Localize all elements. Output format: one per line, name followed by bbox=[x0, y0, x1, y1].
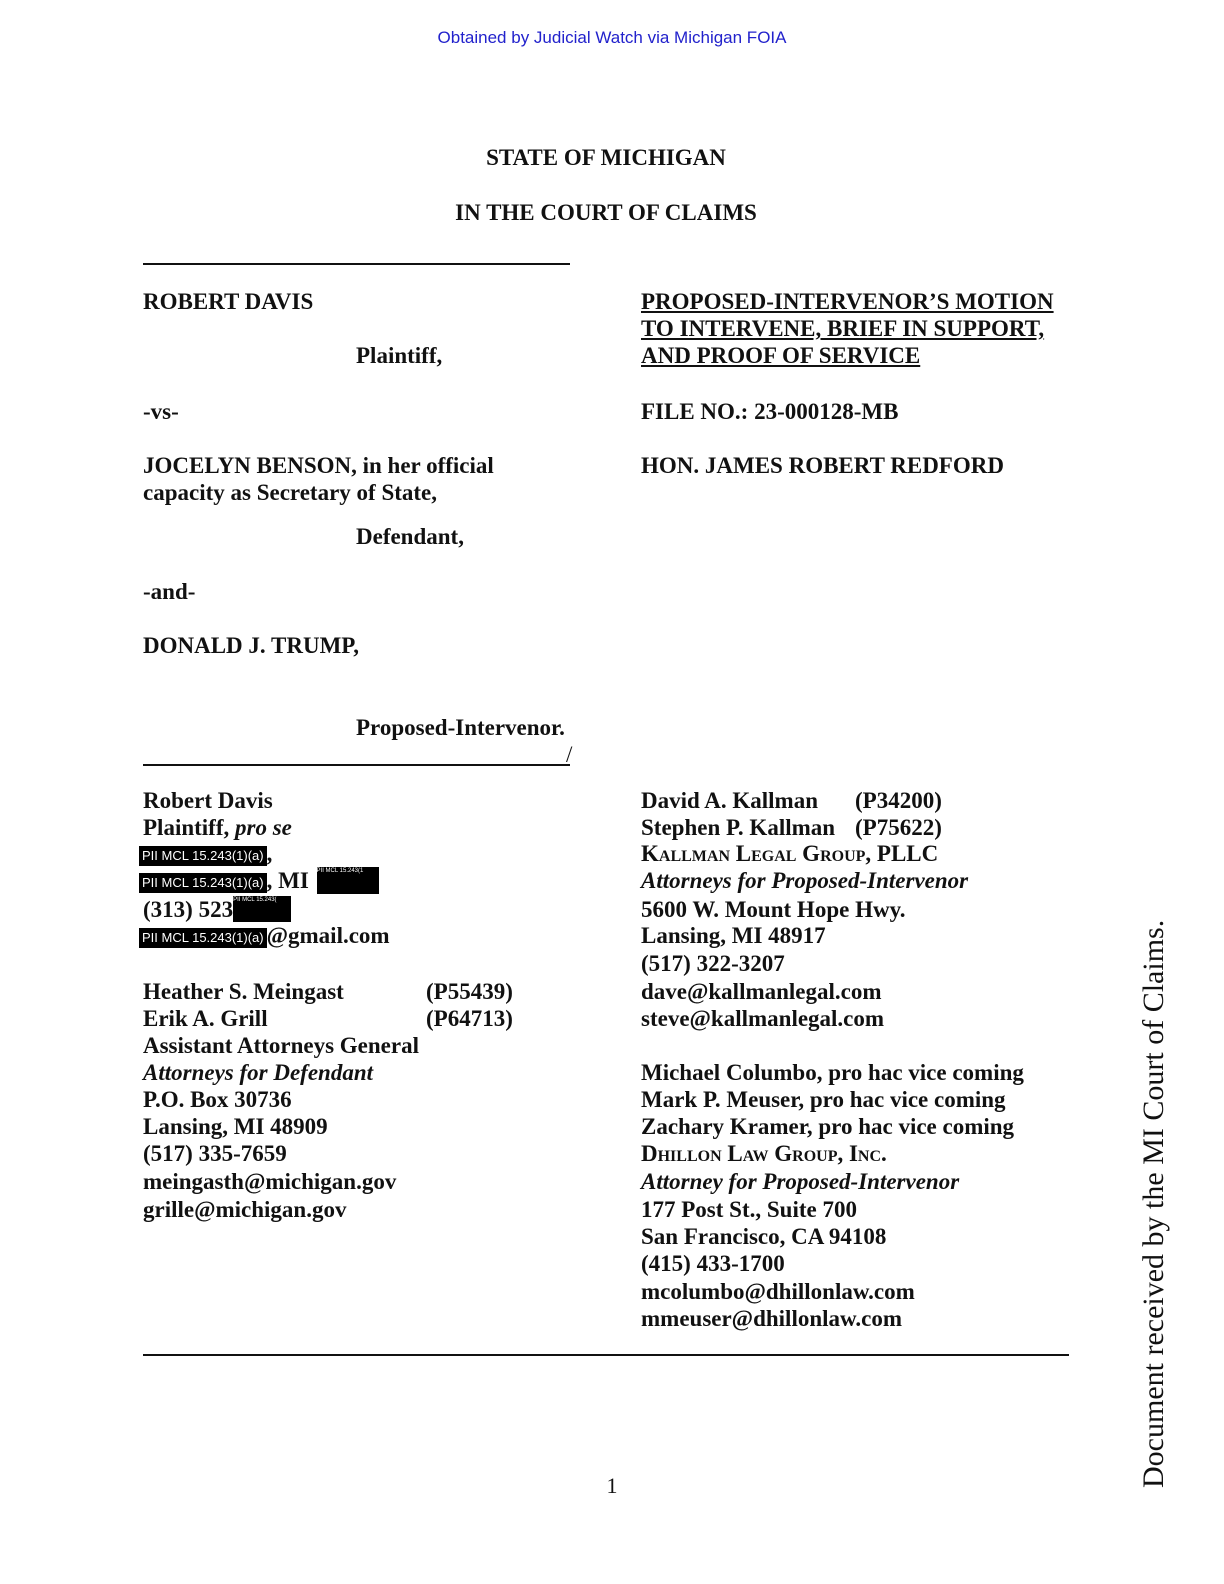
plaintiff-name: ROBERT DAVIS bbox=[143, 289, 314, 314]
redacted-city-line bbox=[139, 867, 379, 894]
defendant-line-1: JOCELYN BENSON, in her official bbox=[143, 453, 494, 478]
dhillon-email-1: mcolumbo@dhillonlaw.com bbox=[641, 1279, 915, 1304]
page-number: 1 bbox=[606, 1473, 618, 1498]
redaction-box: PII MCL 15.243(1)(a) bbox=[139, 846, 267, 866]
caption-bottom-rule bbox=[143, 764, 570, 766]
redaction-box-small: PII MCL 15.243(1 bbox=[317, 867, 379, 894]
dhillon-role: Attorney for Proposed-Intervenor bbox=[641, 1169, 960, 1194]
defense-title: Assistant Attorneys General bbox=[143, 1033, 419, 1058]
dhillon-firm: Dhillon Law Group, Inc. bbox=[641, 1141, 887, 1166]
kallman-phone: (517) 322-3207 bbox=[641, 951, 785, 976]
kallman-email-2: steve@kallmanlegal.com bbox=[641, 1006, 885, 1031]
caption-slash: / bbox=[566, 742, 573, 767]
kallman-address-1: 5600 W. Mount Hope Hwy. bbox=[641, 897, 906, 922]
intervenor-role: Proposed-Intervenor. bbox=[356, 715, 565, 740]
dhillon-attorney-2: Mark P. Meuser, pro hac vice coming bbox=[641, 1087, 1006, 1112]
redacted-email-line bbox=[139, 922, 390, 949]
state-suffix: , MI bbox=[266, 868, 309, 893]
kallman-role: Attorneys for Proposed-Intervenor bbox=[641, 868, 969, 893]
dhillon-attorney-3: Zachary Kramer, pro hac vice coming bbox=[641, 1114, 1015, 1139]
email-suffix: @gmail.com bbox=[266, 923, 390, 948]
kallman-attorney-2: Stephen P. Kallman bbox=[641, 815, 836, 840]
phone-prefix: (313) 523 bbox=[143, 897, 234, 922]
court-heading: IN THE COURT OF CLAIMS bbox=[455, 200, 757, 225]
defense-attorney-2: Erik A. Grill bbox=[143, 1006, 268, 1031]
defendant-role: Defendant, bbox=[356, 524, 464, 549]
plaintiff-contact-role bbox=[143, 814, 292, 841]
kallman-bar-1: (P34200) bbox=[855, 788, 942, 813]
pro-se-label: pro se bbox=[235, 815, 292, 840]
judge-name: HON. JAMES ROBERT REDFORD bbox=[641, 453, 1004, 478]
defense-address-1: P.O. Box 30736 bbox=[143, 1087, 292, 1112]
defense-bar-1: (P55439) bbox=[426, 979, 513, 1004]
and-label: -and- bbox=[143, 579, 196, 604]
dhillon-attorney-1: Michael Columbo, pro hac vice coming bbox=[641, 1060, 1024, 1085]
kallman-bar-2: (P75622) bbox=[855, 815, 942, 840]
document-title-line-2: TO INTERVENE, BRIEF IN SUPPORT, bbox=[641, 316, 1045, 341]
kallman-attorney-1: David A. Kallman bbox=[641, 788, 819, 813]
dhillon-address-1: 177 Post St., Suite 700 bbox=[641, 1197, 857, 1222]
state-heading: STATE OF MICHIGAN bbox=[486, 145, 726, 170]
plaintiff-role-prefix: Plaintiff, bbox=[143, 815, 235, 840]
plaintiff-role: Plaintiff, bbox=[356, 343, 443, 368]
kallman-firm: Kallman Legal Group, PLLC bbox=[641, 841, 939, 866]
defense-phone: (517) 335-7659 bbox=[143, 1141, 287, 1166]
redaction-box: PII MCL 15.243(1)(a) bbox=[139, 928, 267, 948]
kallman-address-2: Lansing, MI 48917 bbox=[641, 923, 826, 948]
plaintiff-contact-name: Robert Davis bbox=[143, 788, 273, 813]
defense-role: Attorneys for Defendant bbox=[143, 1060, 373, 1085]
document-title-line-3: AND PROOF OF SERVICE bbox=[641, 343, 921, 368]
kallman-email-1: dave@kallmanlegal.com bbox=[641, 979, 882, 1004]
caption-top-rule bbox=[143, 263, 570, 265]
defense-email-1: meingasth@michigan.gov bbox=[143, 1169, 397, 1194]
redaction-comma: , bbox=[266, 841, 273, 866]
document-title-line-1: PROPOSED-INTERVENOR’S MOTION bbox=[641, 289, 1054, 314]
foia-banner: Obtained by Judicial Watch via Michigan FOIA bbox=[437, 28, 787, 47]
defendant-line-2: capacity as Secretary of State, bbox=[143, 480, 438, 505]
dhillon-email-2: mmeuser@dhillonlaw.com bbox=[641, 1306, 902, 1331]
defense-email-2: grille@michigan.gov bbox=[143, 1197, 347, 1222]
redaction-box-mid: PII MCL 15.243( bbox=[233, 896, 291, 922]
defense-attorney-1: Heather S. Meingast bbox=[143, 979, 344, 1004]
defense-bar-2: (P64713) bbox=[426, 1006, 513, 1031]
dhillon-address-2: San Francisco, CA 94108 bbox=[641, 1224, 887, 1249]
intervenor-name: DONALD J. TRUMP, bbox=[143, 633, 359, 658]
vs-label: -vs- bbox=[143, 399, 179, 424]
redacted-street-line bbox=[139, 840, 272, 867]
court-received-stamp: Document received by the MI Court of Claims. bbox=[1137, 919, 1170, 1488]
redaction-box: PII MCL 15.243(1)(a) bbox=[139, 873, 267, 893]
file-number: FILE NO.: 23-000128-MB bbox=[641, 399, 899, 424]
counsel-bottom-rule bbox=[143, 1354, 1069, 1356]
dhillon-phone: (415) 433-1700 bbox=[641, 1251, 785, 1276]
redacted-phone-line bbox=[143, 896, 291, 923]
defense-address-2: Lansing, MI 48909 bbox=[143, 1114, 328, 1139]
